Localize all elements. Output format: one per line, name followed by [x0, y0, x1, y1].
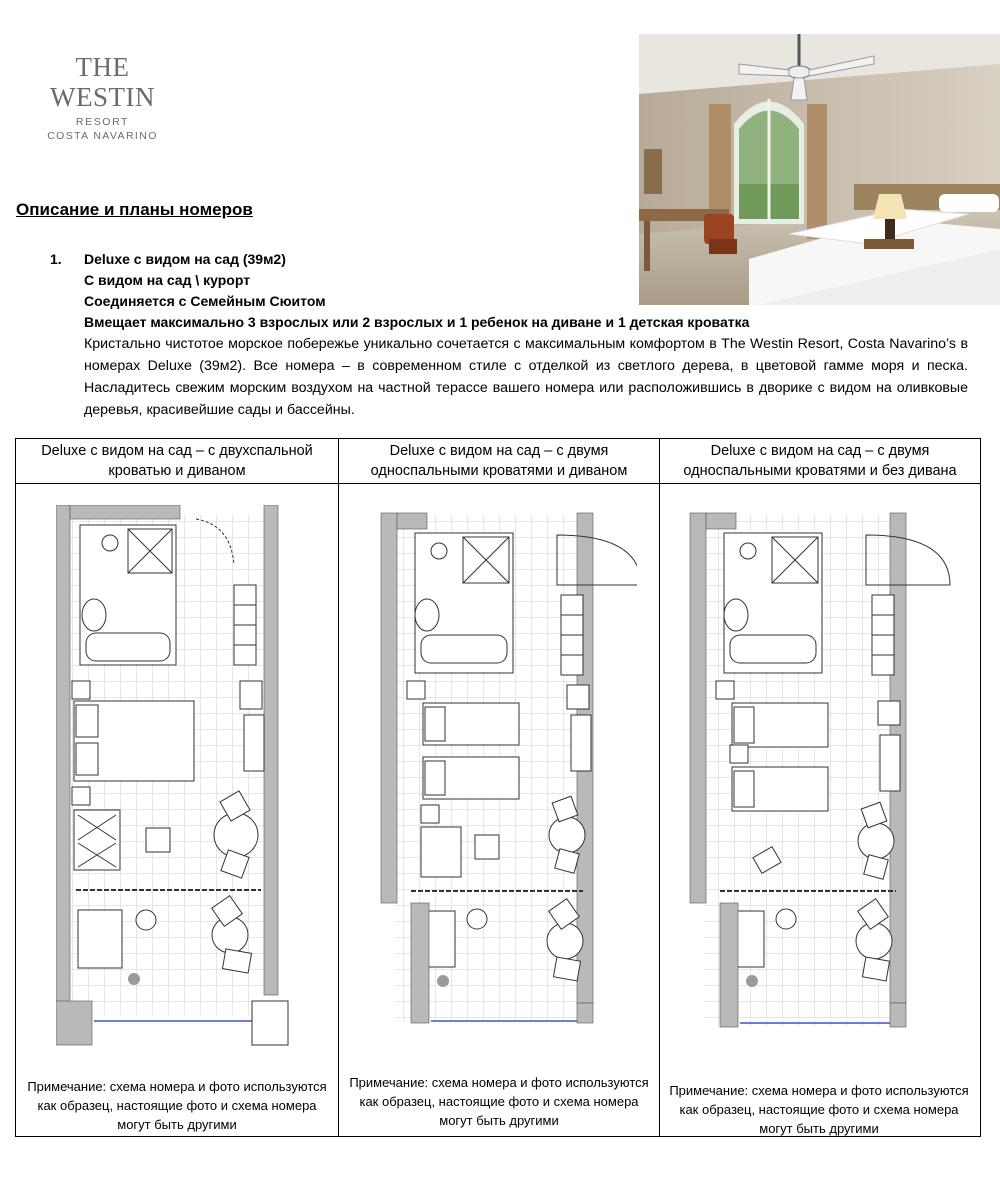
column-header-2: Deluxe с видом на сад – с двумя односпальными кроватями и диваном [370, 443, 628, 479]
room-photo [639, 34, 1000, 305]
plan-note-3: Примечание: схема номера и фото используются как образец, настоящие фото и схема номера могут быть другими [669, 1083, 969, 1136]
column-divider [659, 439, 660, 1136]
room-title: Deluxe с видом на сад (39м2) [84, 251, 286, 267]
room-view: С видом на сад \ курорт [84, 272, 251, 288]
floor-plan-1 [56, 505, 292, 1049]
logo-location: COSTA NAVARINO [47, 130, 158, 142]
westin-logo [20, 52, 185, 142]
room-connects: Соединяется с Семейным Сюитом [84, 293, 326, 309]
floor-plan-2 [371, 505, 637, 1035]
header-divider [16, 483, 980, 484]
room-description: Кристально чистотое морское побережье уникально сочетается с максимальным комфортом в The Westin Resort, Costa Navarino’s в номерах Deluxe (39м2). Все номера – в современном стиле с отделкой из светлого дерева, в цветовой гамме моря и песка. Насладитесь свежим морским воздухом на частной терассе вашего номера или расположившись в дворике с видом на оливковые деревья, красивейшие сады и бассейны. [84, 336, 968, 418]
plan-note-1: Примечание: схема номера и фото используются как образец, настоящие фото и схема номера могут быть другими [27, 1079, 327, 1132]
column-divider [338, 439, 339, 1136]
room-capacity: Вмещает максимально 3 взрослых или 2 взрослых и 1 ребенок на диване и 1 детская кроватка [84, 314, 750, 330]
floor-plan-table [15, 438, 981, 1137]
logo-wordmark: THE WESTIN [50, 52, 155, 112]
column-header-1: Deluxe с видом на сад – с двухспальной кроватью и диваном [41, 443, 313, 479]
list-number: 1. [50, 251, 62, 267]
plan-note-2: Примечание: схема номера и фото используются как образец, настоящие фото и схема номера могут быть другими [349, 1075, 649, 1128]
floor-plan-3 [686, 505, 952, 1041]
logo-resort: RESORT [75, 116, 130, 128]
section-heading: Описание и планы номеров [16, 200, 253, 219]
column-header-3: Deluxe с видом на сад – с двумя односпальными кроватями и без дивана [683, 443, 957, 479]
